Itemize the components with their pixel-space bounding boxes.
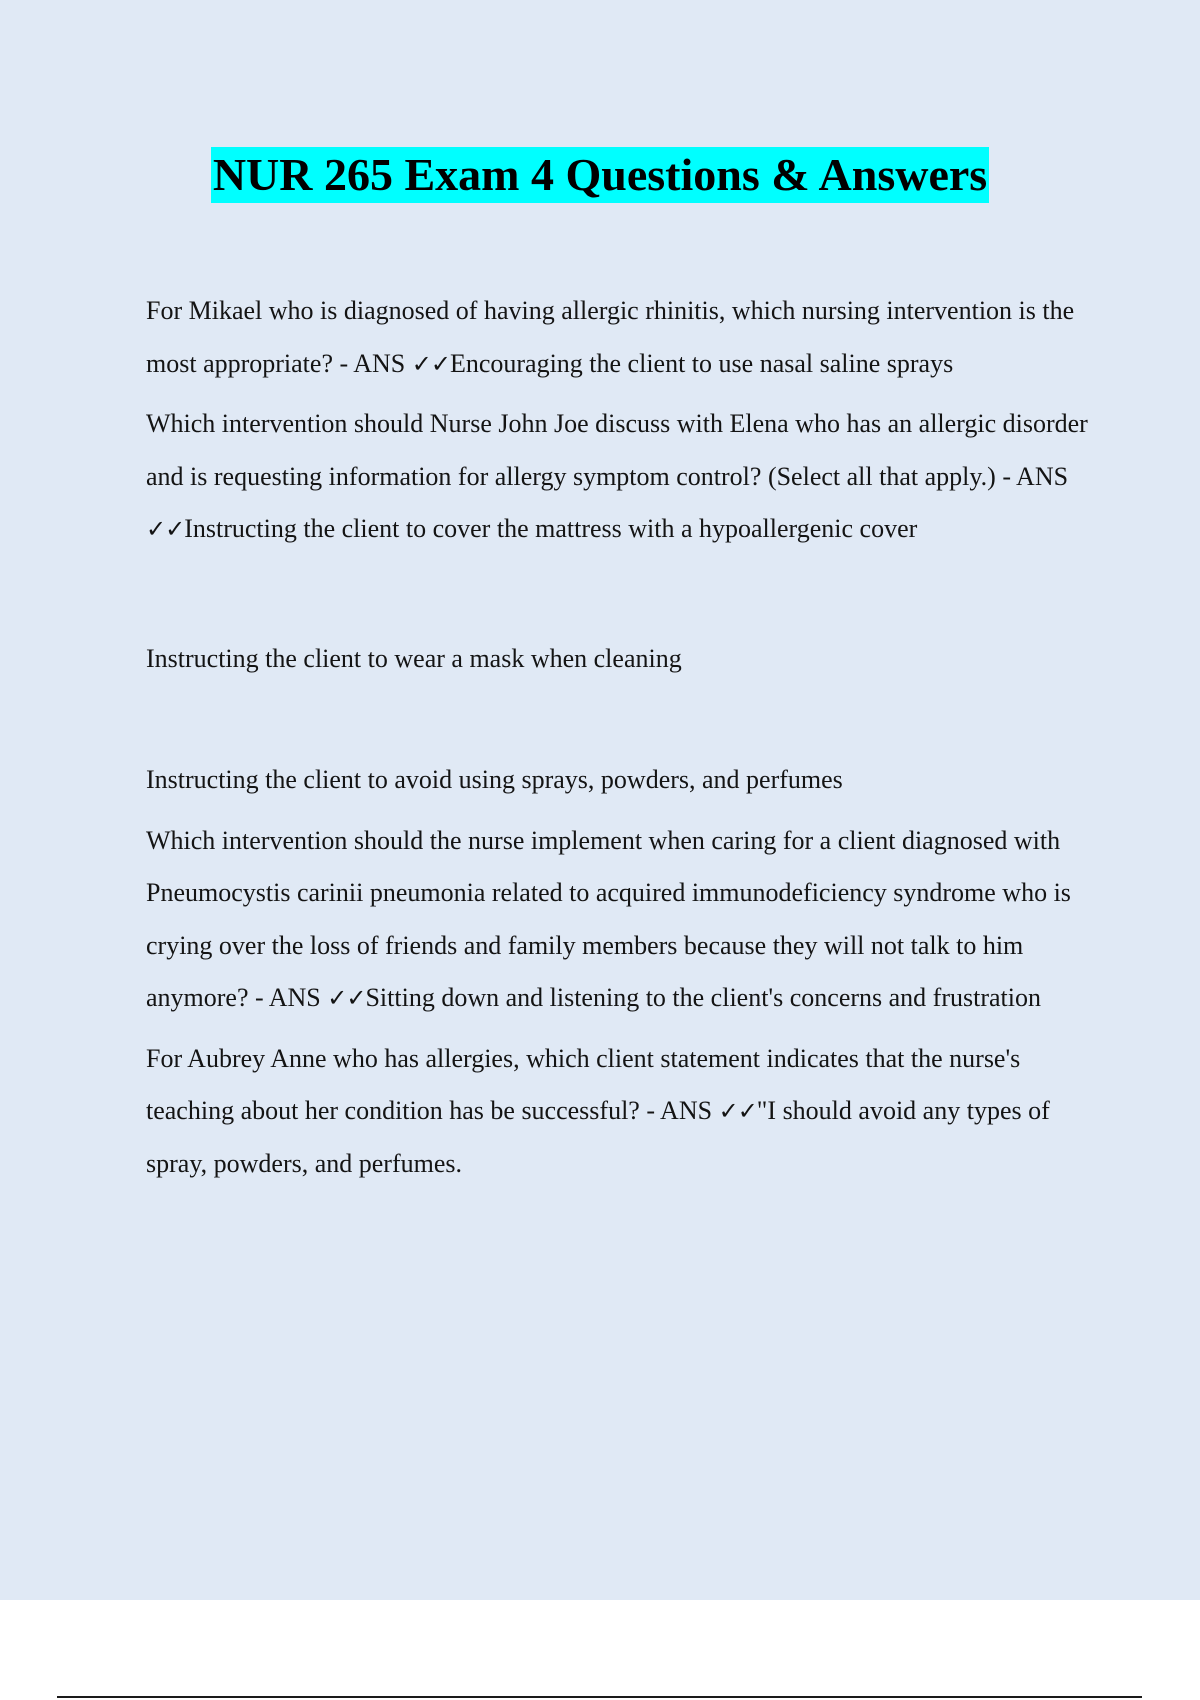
qa-item xyxy=(146,815,1096,1025)
qa-item xyxy=(146,1033,1096,1191)
double-check-icon: ✓✓ xyxy=(327,984,366,1012)
answer-text: Instructing the client to cover the mattress with a hypoallergenic cover xyxy=(184,514,918,543)
footer-divider xyxy=(57,1696,1142,1698)
answer-text: "I should avoid any types of spray, powders, and perfumes. xyxy=(146,1096,1050,1178)
double-check-icon: ✓✓ xyxy=(411,349,450,378)
question-text: Which intervention should the nurse implement when caring for a client diagnosed with Pneumocystis carinii pneumonia related to acquired immunodeficiency syndrome who is crying over the loss of friends and family members because they will not talk to him anymore? - ANS xyxy=(146,825,1071,1012)
answer-continuation xyxy=(146,754,1096,807)
answer-text: Instructing the client to avoid using sprays, powders, and perfumes xyxy=(146,765,843,794)
answer-text: Encouraging the client to use nasal saline sprays xyxy=(449,348,954,378)
qa-item xyxy=(146,285,1096,390)
double-check-icon: ✓✓ xyxy=(718,1097,757,1125)
answer-continuation xyxy=(146,633,1096,686)
answer-text: Instructing the client to wear a mask when cleaning xyxy=(146,643,682,673)
document-body xyxy=(146,285,1096,1198)
title-container xyxy=(0,147,1200,203)
qa-item xyxy=(146,398,1096,556)
question-text: Which intervention should Nurse John Joe discuss with Elena who has an allergic disorder and is requesting information for allergy symptom control? (Select all that apply.) - ANS xyxy=(146,409,1088,491)
document-title: NUR 265 Exam 4 Questions & Answers xyxy=(211,147,989,203)
question-text: For Aubrey Anne who has allergies, which client statement indicates that the nurse's teaching about her condition has be successful? - ANS xyxy=(146,1043,1021,1125)
double-check-icon: ✓✓ xyxy=(146,515,185,543)
question-text: For Mikael who is diagnosed of having allergic rhinitis, which nursing intervention is the most appropriate? - ANS xyxy=(146,296,1075,378)
answer-text: Sitting down and listening to the client's concerns and frustration xyxy=(365,983,1041,1012)
